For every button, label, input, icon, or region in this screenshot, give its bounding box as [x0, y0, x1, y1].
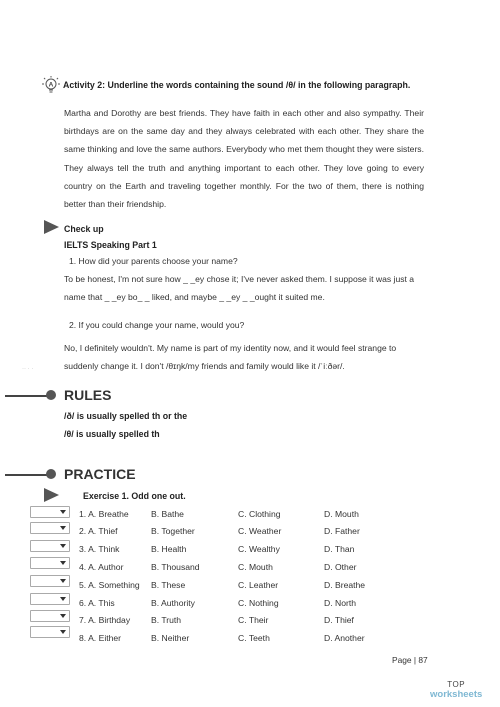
option-a: 1. A. Breathe [79, 509, 129, 519]
chevron-down-icon [60, 630, 66, 634]
option-d: D. Thief [324, 615, 354, 625]
list-item [0, 630, 500, 648]
answer-dropdown[interactable] [30, 522, 70, 534]
practice-bullet-icon [46, 469, 56, 479]
answer-dropdown[interactable] [30, 575, 70, 587]
rule-voiced-th: /ð/ is usually spelled th or the [64, 411, 188, 421]
activity-paragraph: Martha and Dorothy are best friends. They have faith in each other and also sympathy. Their birthdays are on the same day and they always celebrated with each other. They share the same thinking and love the same authors. Everybody who met them thought they were sisters. They always tell the truth and anything important to each other. They love going to every country on the Earth and traveling together monthly. For the two of them, there is nothing better than their friendship. [64, 108, 424, 210]
option-b: B. Together [151, 526, 195, 536]
list-item [0, 612, 500, 630]
answer-dropdown[interactable] [30, 540, 70, 552]
svg-text:A: A [48, 81, 54, 89]
option-b: B. Truth [151, 615, 182, 625]
option-d: D. Breathe [324, 580, 366, 590]
list-item [0, 577, 500, 595]
chevron-down-icon [60, 579, 66, 583]
scan-specks: ·· · · [22, 366, 34, 372]
list-item [0, 523, 500, 541]
chevron-down-icon [60, 544, 66, 548]
play-triangle-icon [44, 488, 59, 502]
option-c: C. Teeth [238, 633, 270, 643]
option-d: D. Another [324, 633, 365, 643]
option-b: B. Neither [151, 633, 190, 643]
answer-2-line-1: No, I definitely wouldn't. My name is part of my identity now, and it would feel strange to [64, 343, 397, 353]
question-1: 1. How did your parents choose your name? [69, 256, 238, 266]
logo-top-text: TOP [447, 680, 466, 689]
topworksheets-logo [430, 680, 482, 700]
play-triangle-icon [44, 220, 59, 234]
option-c: C. Nothing [238, 598, 279, 608]
option-a: 8. A. Either [79, 633, 122, 643]
ielts-subtitle: IELTS Speaking Part 1 [64, 240, 157, 250]
chevron-down-icon [60, 526, 66, 530]
practice-heading: PRACTICE [64, 466, 136, 482]
question-2: 2. If you could change your name, would you? [69, 320, 245, 330]
option-b: B. These [151, 580, 186, 590]
option-a: 2. A. Thief [79, 526, 118, 536]
chevron-down-icon [60, 510, 66, 514]
option-c: C. Wealthy [238, 544, 280, 554]
answer-dropdown[interactable] [30, 610, 70, 622]
rules-heading: RULES [64, 387, 112, 403]
option-b: B. Bathe [151, 509, 184, 519]
option-d: D. Other [324, 562, 357, 572]
answer-dropdown[interactable] [30, 557, 70, 569]
option-d: D. Father [324, 526, 360, 536]
answer-1-line-1: To be honest, I'm not sure how _ _ey chose it; I've never asked them. I suppose it was just a [64, 274, 415, 284]
page-number: Page | 87 [392, 655, 428, 665]
chevron-down-icon [60, 614, 66, 618]
answer-dropdown[interactable] [30, 593, 70, 605]
option-b: B. Health [151, 544, 187, 554]
option-c: C. Mouth [238, 562, 273, 572]
lightbulb-a-icon [40, 75, 62, 95]
logo-bottom-text: worksheets [430, 689, 483, 700]
option-c: C. Clothing [238, 509, 281, 519]
answer-2-line-2: suddenly change it. I don't /θɪŋk/my friends and family would like it /ˈiːðər/. [64, 361, 345, 371]
answer-dropdown[interactable] [30, 626, 70, 638]
option-d: D. Mouth [324, 509, 359, 519]
option-c: C. Leather [238, 580, 279, 590]
option-a: 5. A. Something [79, 580, 140, 590]
list-item [0, 506, 500, 524]
rules-divider [5, 395, 47, 397]
option-b: B. Thousand [151, 562, 200, 572]
answer-dropdown[interactable] [30, 506, 70, 518]
option-c: C. Their [238, 615, 269, 625]
option-a: 7. A. Birthday [79, 615, 131, 625]
exercise-title: Exercise 1. Odd one out. [83, 491, 186, 501]
option-d: D. Than [324, 544, 355, 554]
option-d: D. North [324, 598, 356, 608]
option-a: 3. A. Think [79, 544, 120, 554]
practice-divider [5, 474, 47, 476]
answer-1-line-2: name that _ _ey bo_ _ liked, and maybe _ _ey _ _ought it suited me. [64, 292, 325, 302]
checkup-title: Check up [64, 224, 104, 234]
option-c: C. Weather [238, 526, 282, 536]
rules-bullet-icon [46, 390, 56, 400]
chevron-down-icon [60, 561, 66, 565]
list-item [0, 595, 500, 613]
list-item [0, 541, 500, 559]
option-b: B. Authority [151, 598, 195, 608]
rule-voiceless-th: /θ/ is usually spelled th [64, 429, 160, 439]
chevron-down-icon [60, 597, 66, 601]
list-item [0, 559, 500, 577]
option-a: 6. A. This [79, 598, 115, 608]
option-a: 4. A. Author [79, 562, 124, 572]
activity-title: Activity 2: Underline the words containing the sound /θ/ in the following paragraph. [63, 80, 411, 90]
